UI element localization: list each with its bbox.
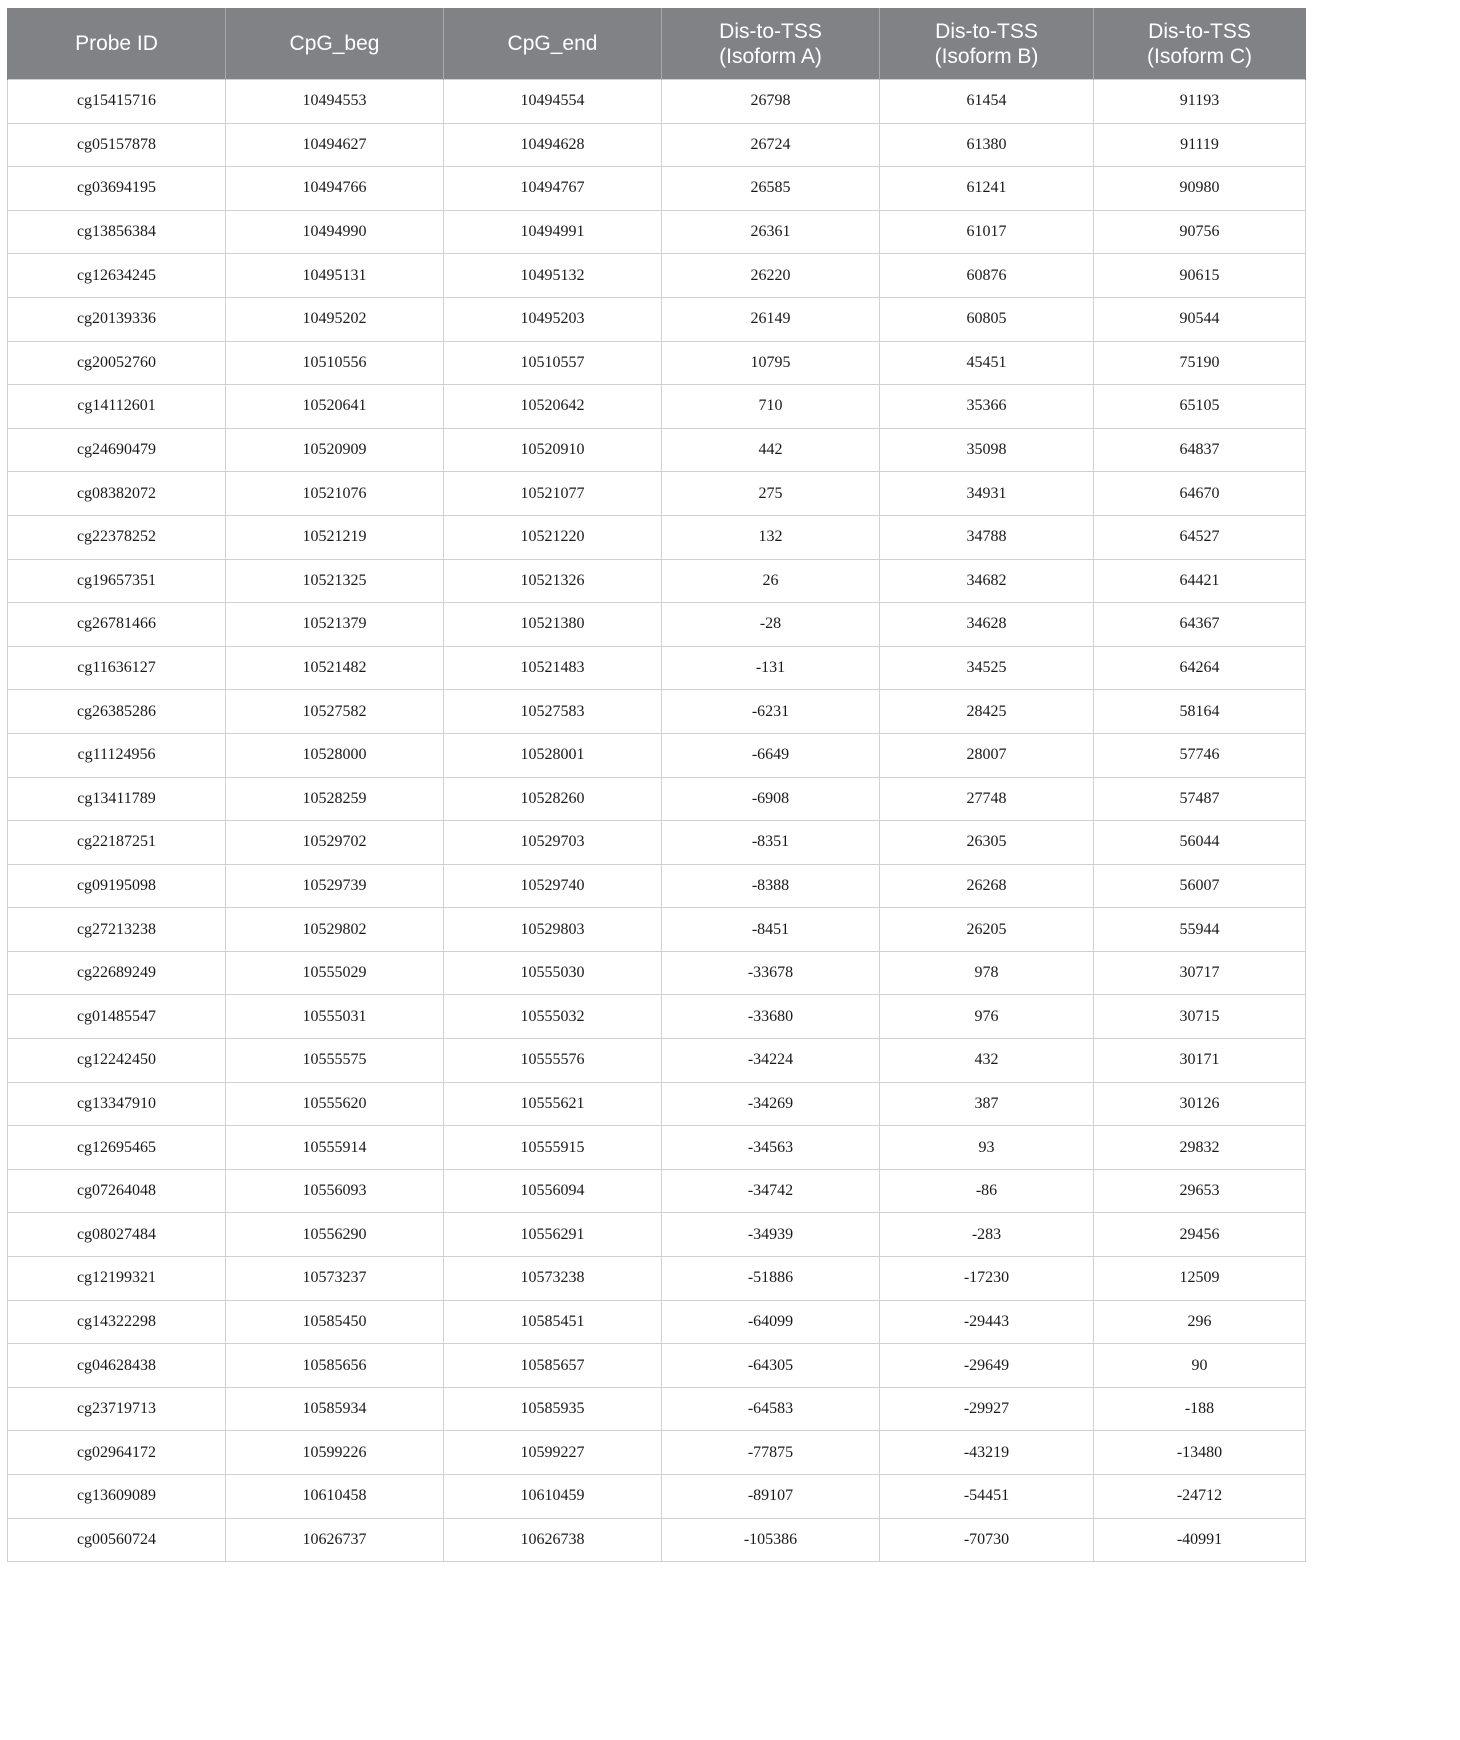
dis-to-tss-c-cell: 29832 [1094, 1126, 1306, 1170]
table-row [8, 1344, 1306, 1388]
cpg-beg-cell: 10520641 [226, 385, 444, 429]
probe-id-cell: cg13856384 [8, 210, 226, 254]
cpg-end-cell: 10520910 [444, 428, 662, 472]
dis-to-tss-a-cell: -33680 [662, 995, 880, 1039]
cpg-end-cell: 10610459 [444, 1475, 662, 1519]
probe-id-cell: cg24690479 [8, 428, 226, 472]
table-body [8, 80, 1306, 1562]
dis-to-tss-b-cell: 34628 [880, 603, 1094, 647]
dis-to-tss-c-cell: 64421 [1094, 559, 1306, 603]
dis-to-tss-c-cell: 91193 [1094, 80, 1306, 124]
dis-to-tss-c-cell: 30126 [1094, 1082, 1306, 1126]
dis-to-tss-c-cell: 90544 [1094, 297, 1306, 341]
dis-to-tss-b-cell: 34931 [880, 472, 1094, 516]
dis-to-tss-a-cell: 710 [662, 385, 880, 429]
cpg-beg-cell: 10529739 [226, 864, 444, 908]
probe-id-cell: cg08382072 [8, 472, 226, 516]
cpg-beg-cell: 10529802 [226, 908, 444, 952]
dis-to-tss-c-cell: 64670 [1094, 472, 1306, 516]
table-row [8, 559, 1306, 603]
table-row [8, 341, 1306, 385]
table-row [8, 1387, 1306, 1431]
dis-to-tss-a-cell: -131 [662, 646, 880, 690]
cpg-end-cell: 10494628 [444, 123, 662, 167]
dis-to-tss-a-cell: 26585 [662, 167, 880, 211]
dis-to-tss-c-cell: 75190 [1094, 341, 1306, 385]
cpg-beg-cell: 10494627 [226, 123, 444, 167]
dis-to-tss-b-cell: 387 [880, 1082, 1094, 1126]
probe-id-cell: cg13411789 [8, 777, 226, 821]
probe-id-cell: cg00560724 [8, 1518, 226, 1562]
dis-to-tss-a-cell: 26361 [662, 210, 880, 254]
dis-to-tss-a-cell: -34742 [662, 1169, 880, 1213]
dis-to-tss-c-cell: 29456 [1094, 1213, 1306, 1257]
cpg-end-cell: 10494767 [444, 167, 662, 211]
probe-id-cell: cg15415716 [8, 80, 226, 124]
probe-id-cell: cg11124956 [8, 733, 226, 777]
dis-to-tss-b-cell: -43219 [880, 1431, 1094, 1475]
cpg-beg-cell: 10599226 [226, 1431, 444, 1475]
cpg-beg-cell: 10626737 [226, 1518, 444, 1562]
probe-id-cell: cg04628438 [8, 1344, 226, 1388]
cpg-beg-cell: 10495131 [226, 254, 444, 298]
dis-to-tss-a-cell: 10795 [662, 341, 880, 385]
table-row [8, 1126, 1306, 1170]
dis-to-tss-c-cell: 90 [1094, 1344, 1306, 1388]
table-row [8, 210, 1306, 254]
cpg-beg-cell: 10521076 [226, 472, 444, 516]
cpg-beg-cell: 10585656 [226, 1344, 444, 1388]
probe-id-cell: cg22689249 [8, 951, 226, 995]
cpg-end-cell: 10510557 [444, 341, 662, 385]
cpg-beg-cell: 10521325 [226, 559, 444, 603]
dis-to-tss-b-cell: 34682 [880, 559, 1094, 603]
cpg-end-cell: 10585451 [444, 1300, 662, 1344]
dis-to-tss-a-cell: 275 [662, 472, 880, 516]
dis-to-tss-a-cell: 26724 [662, 123, 880, 167]
probe-table [7, 8, 1306, 1562]
table-row [8, 777, 1306, 821]
header-dis-to-tss-isoform-a: Dis-to-TSS (Isoform A) [662, 8, 880, 80]
dis-to-tss-b-cell: 976 [880, 995, 1094, 1039]
probe-id-cell: cg22378252 [8, 515, 226, 559]
probe-id-cell: cg14112601 [8, 385, 226, 429]
dis-to-tss-c-cell: 56007 [1094, 864, 1306, 908]
table-row [8, 428, 1306, 472]
dis-to-tss-c-cell: 64367 [1094, 603, 1306, 647]
dis-to-tss-b-cell: -29649 [880, 1344, 1094, 1388]
table-row [8, 1475, 1306, 1519]
probe-id-cell: cg19657351 [8, 559, 226, 603]
cpg-beg-cell: 10529702 [226, 821, 444, 865]
dis-to-tss-a-cell: -8388 [662, 864, 880, 908]
cpg-end-cell: 10494991 [444, 210, 662, 254]
dis-to-tss-b-cell: 34525 [880, 646, 1094, 690]
cpg-end-cell: 10527583 [444, 690, 662, 734]
dis-to-tss-a-cell: -6231 [662, 690, 880, 734]
dis-to-tss-b-cell: 61454 [880, 80, 1094, 124]
table-row [8, 123, 1306, 167]
dis-to-tss-c-cell: 57487 [1094, 777, 1306, 821]
dis-to-tss-c-cell: -188 [1094, 1387, 1306, 1431]
table-row [8, 646, 1306, 690]
probe-id-cell: cg13347910 [8, 1082, 226, 1126]
dis-to-tss-c-cell: 30171 [1094, 1039, 1306, 1083]
cpg-end-cell: 10555915 [444, 1126, 662, 1170]
dis-to-tss-b-cell: 61017 [880, 210, 1094, 254]
cpg-end-cell: 10555032 [444, 995, 662, 1039]
dis-to-tss-b-cell: 93 [880, 1126, 1094, 1170]
table-row [8, 472, 1306, 516]
probe-id-cell: cg09195098 [8, 864, 226, 908]
probe-id-cell: cg27213238 [8, 908, 226, 952]
cpg-end-cell: 10529703 [444, 821, 662, 865]
dis-to-tss-b-cell: 432 [880, 1039, 1094, 1083]
dis-to-tss-a-cell: -34939 [662, 1213, 880, 1257]
dis-to-tss-c-cell: -24712 [1094, 1475, 1306, 1519]
dis-to-tss-c-cell: 64837 [1094, 428, 1306, 472]
cpg-beg-cell: 10510556 [226, 341, 444, 385]
probe-id-cell: cg01485547 [8, 995, 226, 1039]
probe-id-cell: cg22187251 [8, 821, 226, 865]
table-header [8, 8, 1306, 80]
dis-to-tss-a-cell: 442 [662, 428, 880, 472]
dis-to-tss-a-cell: 26 [662, 559, 880, 603]
table-row [8, 1431, 1306, 1475]
cpg-beg-cell: 10556093 [226, 1169, 444, 1213]
dis-to-tss-c-cell: 57746 [1094, 733, 1306, 777]
cpg-end-cell: 10555030 [444, 951, 662, 995]
table-row [8, 733, 1306, 777]
dis-to-tss-c-cell: 30715 [1094, 995, 1306, 1039]
dis-to-tss-c-cell: 55944 [1094, 908, 1306, 952]
table-row [8, 1039, 1306, 1083]
dis-to-tss-a-cell: -34563 [662, 1126, 880, 1170]
cpg-end-cell: 10555621 [444, 1082, 662, 1126]
dis-to-tss-a-cell: -89107 [662, 1475, 880, 1519]
cpg-beg-cell: 10555031 [226, 995, 444, 1039]
dis-to-tss-c-cell: 30717 [1094, 951, 1306, 995]
dis-to-tss-c-cell: 58164 [1094, 690, 1306, 734]
probe-id-cell: cg12634245 [8, 254, 226, 298]
dis-to-tss-b-cell: -86 [880, 1169, 1094, 1213]
table-row [8, 951, 1306, 995]
dis-to-tss-c-cell: 64527 [1094, 515, 1306, 559]
dis-to-tss-b-cell: 60876 [880, 254, 1094, 298]
dis-to-tss-a-cell: -64099 [662, 1300, 880, 1344]
dis-to-tss-c-cell: 12509 [1094, 1257, 1306, 1301]
table-row [8, 1169, 1306, 1213]
dis-to-tss-b-cell: 978 [880, 951, 1094, 995]
header-dis-to-tss-isoform-b: Dis-to-TSS (Isoform B) [880, 8, 1094, 80]
probe-id-cell: cg08027484 [8, 1213, 226, 1257]
dis-to-tss-c-cell: -40991 [1094, 1518, 1306, 1562]
dis-to-tss-b-cell: -29927 [880, 1387, 1094, 1431]
dis-to-tss-a-cell: -8351 [662, 821, 880, 865]
dis-to-tss-b-cell: -29443 [880, 1300, 1094, 1344]
dis-to-tss-c-cell: 90756 [1094, 210, 1306, 254]
probe-id-cell: cg13609089 [8, 1475, 226, 1519]
dis-to-tss-b-cell: 45451 [880, 341, 1094, 385]
dis-to-tss-b-cell: 26205 [880, 908, 1094, 952]
dis-to-tss-b-cell: 26268 [880, 864, 1094, 908]
cpg-end-cell: 10528001 [444, 733, 662, 777]
table-row [8, 515, 1306, 559]
cpg-end-cell: 10528260 [444, 777, 662, 821]
cpg-beg-cell: 10555620 [226, 1082, 444, 1126]
probe-id-cell: cg14322298 [8, 1300, 226, 1344]
dis-to-tss-b-cell: 61380 [880, 123, 1094, 167]
dis-to-tss-c-cell: 65105 [1094, 385, 1306, 429]
cpg-end-cell: 10556094 [444, 1169, 662, 1213]
dis-to-tss-c-cell: 91119 [1094, 123, 1306, 167]
dis-to-tss-a-cell: -6649 [662, 733, 880, 777]
probe-id-cell: cg20139336 [8, 297, 226, 341]
header-cpg-beg: CpG_beg [226, 8, 444, 80]
table-row [8, 297, 1306, 341]
cpg-beg-cell: 10573237 [226, 1257, 444, 1301]
header-probe-id: Probe ID [8, 8, 226, 80]
header-cpg-end: CpG_end [444, 8, 662, 80]
probe-id-cell: cg03694195 [8, 167, 226, 211]
cpg-end-cell: 10521483 [444, 646, 662, 690]
table-row [8, 1213, 1306, 1257]
dis-to-tss-c-cell: 56044 [1094, 821, 1306, 865]
cpg-end-cell: 10521326 [444, 559, 662, 603]
dis-to-tss-b-cell: 35366 [880, 385, 1094, 429]
probe-id-cell: cg12695465 [8, 1126, 226, 1170]
table-row [8, 385, 1306, 429]
dis-to-tss-a-cell: -51886 [662, 1257, 880, 1301]
probe-id-cell: cg12199321 [8, 1257, 226, 1301]
table-row [8, 995, 1306, 1039]
probe-id-cell: cg20052760 [8, 341, 226, 385]
cpg-beg-cell: 10555914 [226, 1126, 444, 1170]
table-row [8, 690, 1306, 734]
dis-to-tss-a-cell: -34224 [662, 1039, 880, 1083]
dis-to-tss-a-cell: -77875 [662, 1431, 880, 1475]
table-row [8, 167, 1306, 211]
dis-to-tss-c-cell: 90615 [1094, 254, 1306, 298]
dis-to-tss-b-cell: 35098 [880, 428, 1094, 472]
cpg-beg-cell: 10521379 [226, 603, 444, 647]
cpg-end-cell: 10599227 [444, 1431, 662, 1475]
cpg-end-cell: 10520642 [444, 385, 662, 429]
dis-to-tss-b-cell: 34788 [880, 515, 1094, 559]
table-row [8, 1300, 1306, 1344]
dis-to-tss-a-cell: -8451 [662, 908, 880, 952]
cpg-beg-cell: 10528259 [226, 777, 444, 821]
dis-to-tss-b-cell: 61241 [880, 167, 1094, 211]
cpg-beg-cell: 10521482 [226, 646, 444, 690]
cpg-beg-cell: 10520909 [226, 428, 444, 472]
table-row [8, 908, 1306, 952]
dis-to-tss-a-cell: -33678 [662, 951, 880, 995]
cpg-end-cell: 10529803 [444, 908, 662, 952]
dis-to-tss-c-cell: 296 [1094, 1300, 1306, 1344]
cpg-end-cell: 10573238 [444, 1257, 662, 1301]
dis-to-tss-b-cell: -283 [880, 1213, 1094, 1257]
cpg-beg-cell: 10585934 [226, 1387, 444, 1431]
dis-to-tss-a-cell: -28 [662, 603, 880, 647]
cpg-end-cell: 10521077 [444, 472, 662, 516]
table-row [8, 254, 1306, 298]
dis-to-tss-c-cell: 29653 [1094, 1169, 1306, 1213]
table-row [8, 603, 1306, 647]
table-row [8, 1518, 1306, 1562]
table-row [8, 821, 1306, 865]
cpg-beg-cell: 10610458 [226, 1475, 444, 1519]
cpg-beg-cell: 10494990 [226, 210, 444, 254]
cpg-beg-cell: 10521219 [226, 515, 444, 559]
probe-id-cell: cg23719713 [8, 1387, 226, 1431]
probe-id-cell: cg26385286 [8, 690, 226, 734]
table-row [8, 80, 1306, 124]
dis-to-tss-a-cell: -6908 [662, 777, 880, 821]
probe-id-cell: cg11636127 [8, 646, 226, 690]
dis-to-tss-c-cell: 64264 [1094, 646, 1306, 690]
cpg-beg-cell: 10555575 [226, 1039, 444, 1083]
header-row [8, 8, 1306, 80]
cpg-end-cell: 10556291 [444, 1213, 662, 1257]
cpg-end-cell: 10555576 [444, 1039, 662, 1083]
dis-to-tss-b-cell: -70730 [880, 1518, 1094, 1562]
dis-to-tss-a-cell: -64305 [662, 1344, 880, 1388]
cpg-beg-cell: 10494553 [226, 80, 444, 124]
cpg-beg-cell: 10585450 [226, 1300, 444, 1344]
cpg-end-cell: 10585935 [444, 1387, 662, 1431]
dis-to-tss-c-cell: 90980 [1094, 167, 1306, 211]
cpg-beg-cell: 10556290 [226, 1213, 444, 1257]
probe-id-cell: cg12242450 [8, 1039, 226, 1083]
dis-to-tss-b-cell: 26305 [880, 821, 1094, 865]
dis-to-tss-b-cell: -54451 [880, 1475, 1094, 1519]
dis-to-tss-b-cell: 60805 [880, 297, 1094, 341]
table-row [8, 1082, 1306, 1126]
cpg-end-cell: 10495203 [444, 297, 662, 341]
cpg-beg-cell: 10527582 [226, 690, 444, 734]
cpg-end-cell: 10494554 [444, 80, 662, 124]
dis-to-tss-a-cell: 26798 [662, 80, 880, 124]
probe-id-cell: cg02964172 [8, 1431, 226, 1475]
dis-to-tss-b-cell: 27748 [880, 777, 1094, 821]
cpg-beg-cell: 10528000 [226, 733, 444, 777]
dis-to-tss-a-cell: 132 [662, 515, 880, 559]
table-row [8, 864, 1306, 908]
dis-to-tss-c-cell: -13480 [1094, 1431, 1306, 1475]
probe-id-cell: cg07264048 [8, 1169, 226, 1213]
dis-to-tss-b-cell: 28425 [880, 690, 1094, 734]
probe-id-cell: cg05157878 [8, 123, 226, 167]
dis-to-tss-a-cell: 26149 [662, 297, 880, 341]
probe-id-cell: cg26781466 [8, 603, 226, 647]
cpg-beg-cell: 10495202 [226, 297, 444, 341]
dis-to-tss-a-cell: -64583 [662, 1387, 880, 1431]
cpg-end-cell: 10521380 [444, 603, 662, 647]
dis-to-tss-a-cell: 26220 [662, 254, 880, 298]
cpg-end-cell: 10529740 [444, 864, 662, 908]
cpg-end-cell: 10585657 [444, 1344, 662, 1388]
cpg-beg-cell: 10555029 [226, 951, 444, 995]
table-row [8, 1257, 1306, 1301]
dis-to-tss-a-cell: -34269 [662, 1082, 880, 1126]
cpg-end-cell: 10626738 [444, 1518, 662, 1562]
dis-to-tss-a-cell: -105386 [662, 1518, 880, 1562]
dis-to-tss-b-cell: 28007 [880, 733, 1094, 777]
header-dis-to-tss-isoform-c: Dis-to-TSS (Isoform C) [1094, 8, 1306, 80]
cpg-end-cell: 10495132 [444, 254, 662, 298]
cpg-beg-cell: 10494766 [226, 167, 444, 211]
cpg-end-cell: 10521220 [444, 515, 662, 559]
dis-to-tss-b-cell: -17230 [880, 1257, 1094, 1301]
